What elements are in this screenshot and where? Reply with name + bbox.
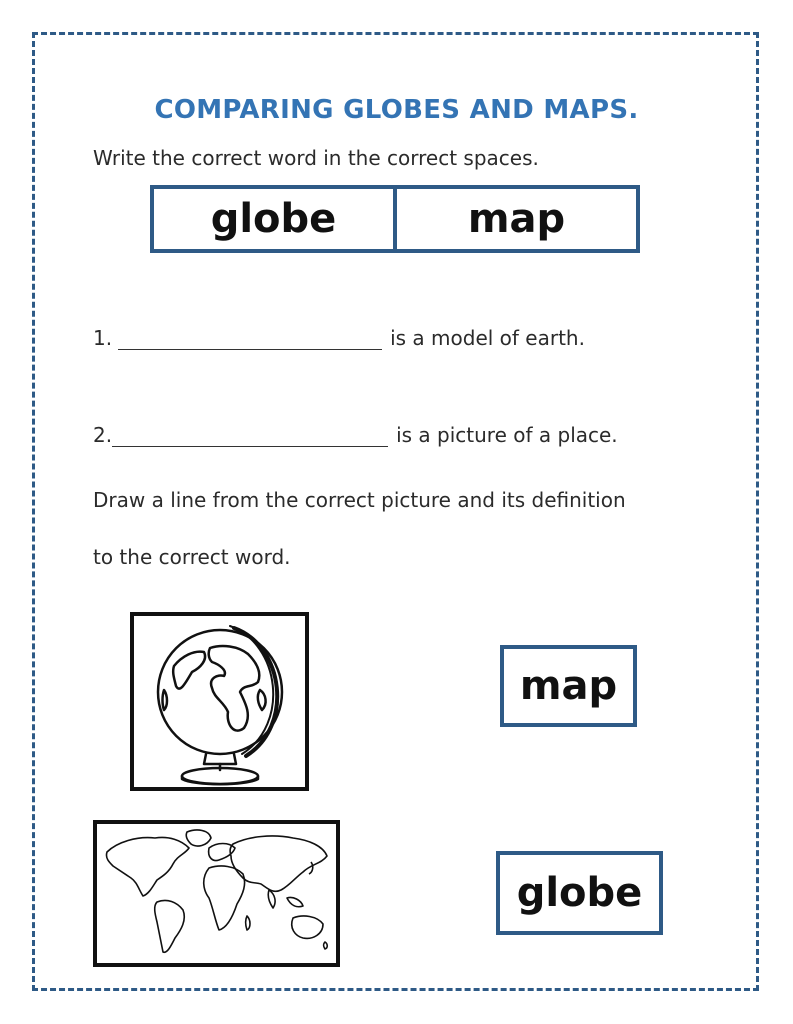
world-map-icon	[97, 824, 336, 963]
instruction-write-words: Write the correct word in the correct spaces.	[93, 146, 539, 170]
question-2	[93, 423, 618, 447]
question-1-text: is a model of earth.	[390, 326, 585, 350]
match-word-globe[interactable]: globe	[496, 851, 663, 935]
question-1-blank[interactable]	[118, 329, 382, 350]
word-bank	[150, 185, 640, 253]
question-1-number: 1.	[93, 326, 113, 350]
instruction-draw-line-cont: to the correct word.	[93, 545, 291, 569]
question-1	[93, 326, 585, 350]
word-bank-map: map	[393, 189, 636, 249]
globe-icon	[134, 616, 305, 787]
worksheet-title: COMPARING GLOBES AND MAPS.	[154, 95, 639, 125]
match-word-map[interactable]: map	[500, 645, 637, 727]
word-bank-globe: globe	[210, 196, 337, 242]
instruction-draw-line: Draw a line from the correct picture and its definition	[93, 488, 626, 512]
world-map-picture[interactable]	[93, 820, 340, 967]
globe-picture[interactable]	[130, 612, 309, 791]
question-2-text: is a picture of a place.	[396, 423, 618, 447]
question-2-blank[interactable]	[112, 426, 388, 447]
question-2-number: 2.	[93, 423, 113, 447]
